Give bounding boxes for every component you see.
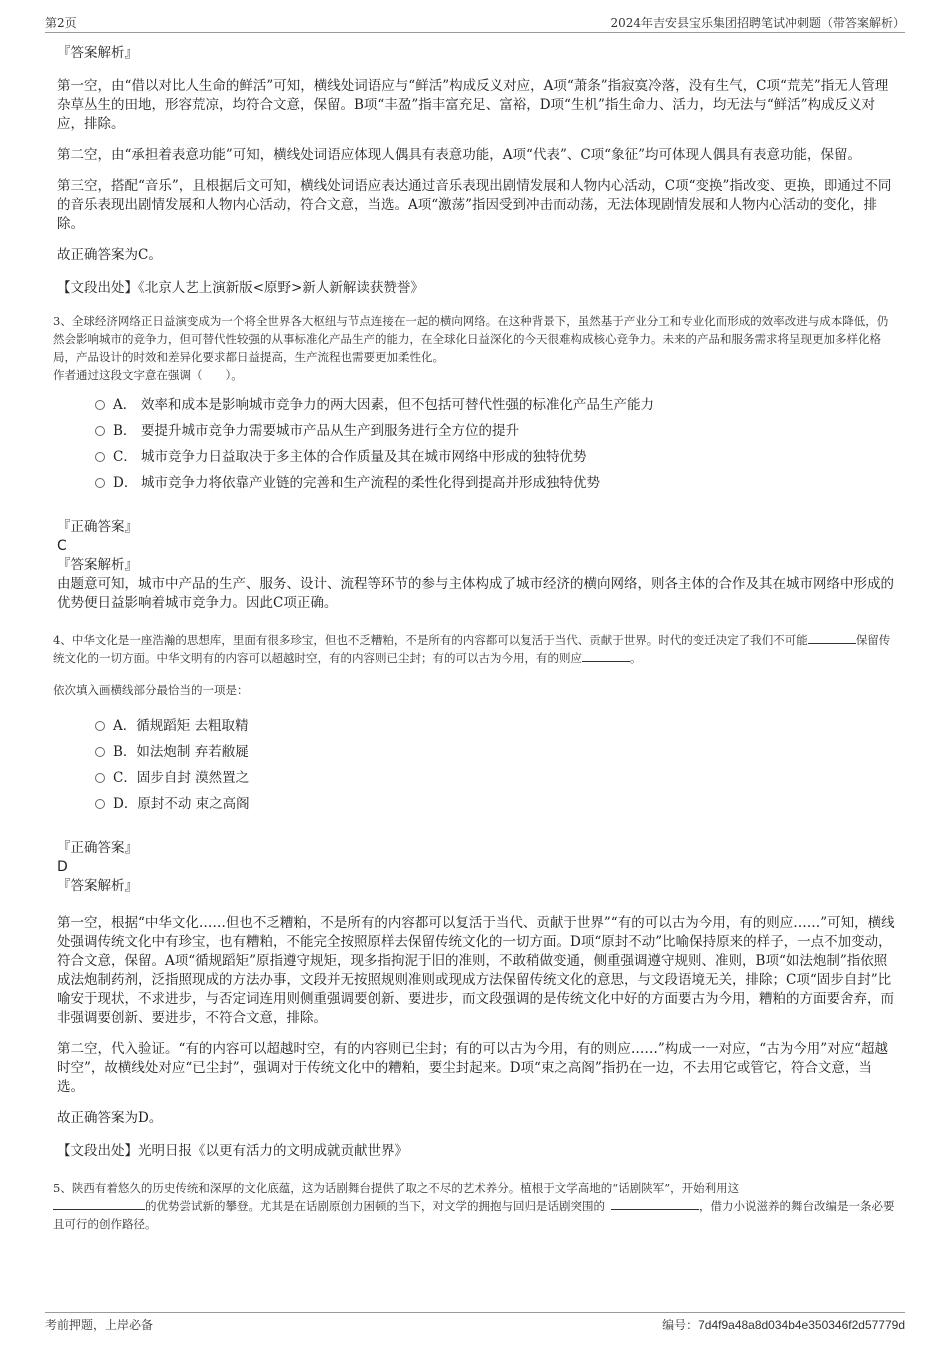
radio-icon[interactable]	[95, 400, 105, 410]
answer-conclusion: 故正确答案为C。	[57, 247, 162, 263]
options-list	[95, 713, 897, 817]
fill-blank	[808, 631, 856, 644]
analysis-paragraph: 第一空，由“借以对比人生命的鲜活”可知，横线处词语应与“鲜活”构成反义对应，A项“萧条”指寂寞冷落，没有生气，C项“荒芜”指无人管理杂草丛生的田地，形容荒凉，均符合文意，保留。B项“丰盈”指丰富充足、富裕，D项“生机”指生命力、活力，均无法与“鲜活”构成反义对应，排除。	[57, 78, 889, 132]
analysis-paragraph: 由题意可知，城市中产品的生产、服务、设计、流程等环节的参与主体构成了城市经济的横向网络，则各主体的合作及其在城市网络中形成的优势便日益影响着城市竞争力。因此C项正确。	[57, 576, 894, 611]
option-b[interactable]: B． 要提升城市竞争力需要城市产品从生产到服务进行全方位的提升	[95, 418, 897, 444]
question-ask: 依次填入画横线部分最恰当的一项是：	[53, 683, 249, 697]
correct-answer: D	[57, 859, 68, 875]
correct-answer-label: 『正确答案』	[57, 519, 138, 535]
radio-icon[interactable]	[95, 721, 105, 731]
fill-blank	[53, 1197, 145, 1210]
radio-icon[interactable]	[95, 426, 105, 436]
fill-blank	[582, 649, 630, 662]
analysis-paragraph: 第二空，由“承担着表意功能”可知，横线处词语应体现人偶具有表意功能，A项“代表”、C项“象征”均可体现人偶具有表意功能，保留。	[57, 147, 861, 163]
correct-answer: C	[57, 538, 67, 554]
radio-icon[interactable]	[95, 747, 105, 757]
page-number: 第2页	[45, 16, 77, 30]
question-ask: 作者通过这段文字意在强调（ ）。	[53, 368, 243, 382]
document-code: 编号：7d4f9a48a8d034b4e350346f2d57779d	[662, 1318, 905, 1332]
analysis-label: 『答案解析』	[57, 45, 138, 61]
option-a[interactable]: A． 效率和成本是影响城市竞争力的两大因素，但不包括可替代性强的标准化产品生产能力	[95, 392, 897, 418]
correct-answer-label: 『正确答案』	[57, 840, 138, 856]
radio-icon[interactable]	[95, 452, 105, 462]
fill-blank	[611, 1197, 699, 1210]
option-d[interactable]: D． 城市竞争力将依靠产业链的完善和生产流程的柔性化得到提高并形成独特优势	[95, 470, 897, 496]
options-list	[95, 392, 897, 496]
radio-icon[interactable]	[95, 773, 105, 783]
option-b[interactable]: B．如法炮制 弃若敝屣	[95, 739, 897, 765]
page-content	[53, 44, 897, 1233]
analysis-label: 『答案解析』	[57, 557, 138, 573]
radio-icon[interactable]	[95, 799, 105, 809]
page-header	[45, 12, 905, 33]
radio-icon[interactable]	[95, 478, 105, 488]
option-c[interactable]: C．固步自封 漠然置之	[95, 765, 897, 791]
source-citation: 【文段出处】《北京人艺上演新版<原野>新人新解读获赞誉》	[57, 280, 424, 296]
analysis-paragraph: 第二空，代入验证。“有的内容可以超越时空，有的内容则已尘封；有的可以古为今用，有的则应……”构成一一对应，“古为今用”对应“超越时空”，故横线处对应“已尘封”，强调对于传统文化中的糟粕，要尘封起来。D项“束之高阁”指扔在一边，不去用它或管它，符合文意，当选。	[57, 1041, 889, 1095]
question-stem: 3、全球经济网络正日益演变成为一个将全世界各大枢纽与节点连接在一起的横向网络。在这种背景下，虽然基于产业分工和专业化而形成的效率改进与成本降低，仍然会影响城市的竞争力，但可替代性较强的从事标准化产品生产的能力，在全球化日益深化的今天很难构成核心竞争力。未来的产品和服务需求将呈现更加多样化格局，产品设计的时效和差异化要求都日益提高，生产流程也需要更加柔性化。	[53, 314, 889, 364]
analysis-paragraph: 第三空，搭配“音乐”，且根据后文可知，横线处词语应表达通过音乐表现出剧情发展和人物内心活动，C项“变换”指改变、更换，即通过不同的音乐表现出剧情发展和人物内心活动，符合文意，当选。A项“激荡”指因受到冲击而动荡，无法体现剧情发展和人物内心活动的变化，排除。	[57, 178, 892, 232]
answer-conclusion: 故正确答案为D。	[57, 1110, 163, 1126]
analysis-paragraph: 第一空，根据“中华文化……但也不乏糟粕，不是所有的内容都可以复活于当代、贡献于世界”“有的可以古为今用，有的则应……”可知，横线处强调传统文化中有珍宝，也有糟粕，不能完全按照原样去保留传统文化的一切方面。D项“原封不动”比喻保持原来的样子，一点不加变动，符合文意，保留。A项“循规蹈矩”原指遵守规矩，现多指拘泥于旧的准则，不敢稍做变通，侧重强调遵守规则、准则，B项“如法炮制”指依照成法炮制药剂，泛指照现成的方法办事，文段并无按照规则准则或现成方法保留传统文化的意思，与文段语境无关，排除；C项“固步自封”比喻安于现状，不求进步，与否定词连用则侧重强调要创新、要进步，而文段强调的是传统文化中好的方面要古为今用，糟粕的方面要舍弃，而非强调要创新、要进步，不符合文意，排除。	[57, 915, 895, 1026]
source-citation: 【文段出处】光明日报《以更有活力的文明成就贡献世界》	[57, 1143, 408, 1159]
question-stem: 4、中华文化是一座浩瀚的思想库，里面有很多珍宝，但也不乏糟粕，不是所有的内容都可以复活于当代、贡献于世界。时代的变迁决定了我们不可能 保留传统文化的一切方面。中华文明有的内容可以超越时空，有的内容则已尘封；有的可以古为今用，有的则应 。	[53, 633, 891, 665]
option-d[interactable]: D．原封不动 束之高阁	[95, 791, 897, 817]
document-title: 2024年吉安县宝乐集团招聘笔试冲刺题（带答案解析）	[610, 16, 905, 30]
option-a[interactable]: A．循规蹈矩 去粗取精	[95, 713, 897, 739]
analysis-label: 『答案解析』	[57, 878, 138, 894]
page-footer	[45, 1312, 905, 1333]
footer-slogan: 考前押题，上岸必备	[45, 1318, 154, 1332]
question-stem: 5、陕西有着悠久的历史传统和深厚的文化底蕴，这为话剧舞台提供了取之不尽的艺术养分。植根于文学高地的“话剧陕军”，开始利用这 的优势尝试新的攀登。尤其是在话剧原创力困顿的当下，对文学的拥抱与回归是话剧突围的 ，借力小说滋养的舞台改编是一条必要且可行的创作路径。	[53, 1181, 895, 1231]
option-c[interactable]: C． 城市竞争力日益取决于多主体的合作质量及其在城市网络中形成的独特优势	[95, 444, 897, 470]
